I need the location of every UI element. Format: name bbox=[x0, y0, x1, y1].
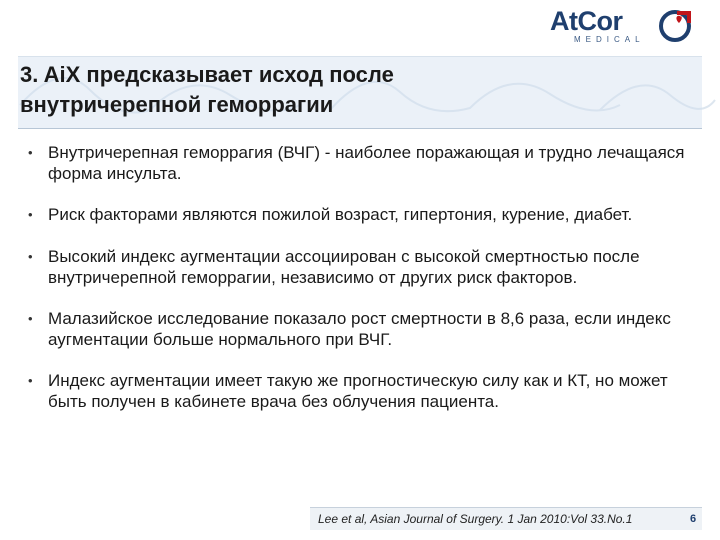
bullet-marker: • bbox=[28, 373, 33, 388]
logo-subtext: MEDICAL bbox=[574, 35, 645, 44]
bullet-list bbox=[22, 142, 702, 412]
bullet-item bbox=[22, 204, 702, 225]
heart-pulse-icon bbox=[655, 9, 695, 43]
bullet-marker: • bbox=[28, 249, 33, 264]
bullet-text: Высокий индекс аугментации ассоциирован с высокой смертностью после внутричерепной геморрагии, независимо от других риск факторов. bbox=[48, 247, 640, 287]
atcor-logo bbox=[550, 6, 700, 46]
bullet-marker: • bbox=[28, 207, 33, 222]
title-divider bbox=[18, 128, 702, 129]
bullet-item bbox=[22, 246, 702, 288]
logo-text: AtCor bbox=[550, 6, 623, 36]
bullet-text: Индекс аугментации имеет такую же прогностическую силу как и КТ, но может быть получен в кабинете врача без облучения пациента. bbox=[48, 371, 668, 411]
page-number: 6 bbox=[690, 513, 697, 525]
bullet-item bbox=[22, 308, 702, 350]
bullet-text: Малазийское исследование показало рост смертности в 8,6 раза, если индекс аугментации больше нормального при ВЧГ. bbox=[48, 309, 671, 349]
bullet-marker: • bbox=[28, 311, 33, 326]
bullet-item bbox=[22, 370, 702, 412]
bullet-item bbox=[22, 142, 702, 184]
bullet-text: Внутричерепная геморрагия (ВЧГ) - наиболее поражающая и трудно лечащаяся форма инсульта. bbox=[48, 143, 685, 183]
bullet-text: Риск факторами являются пожилой возраст, гипертония, курение, диабет. bbox=[48, 205, 633, 224]
citation: Lee et al, Asian Journal of Surgery. 1 Jan 2010:Vol 33.No.1 bbox=[318, 512, 633, 526]
bullet-marker: • bbox=[28, 145, 33, 160]
slide-title: 3. AiX предсказывает исход после внутричерепной геморрагии bbox=[20, 62, 394, 117]
